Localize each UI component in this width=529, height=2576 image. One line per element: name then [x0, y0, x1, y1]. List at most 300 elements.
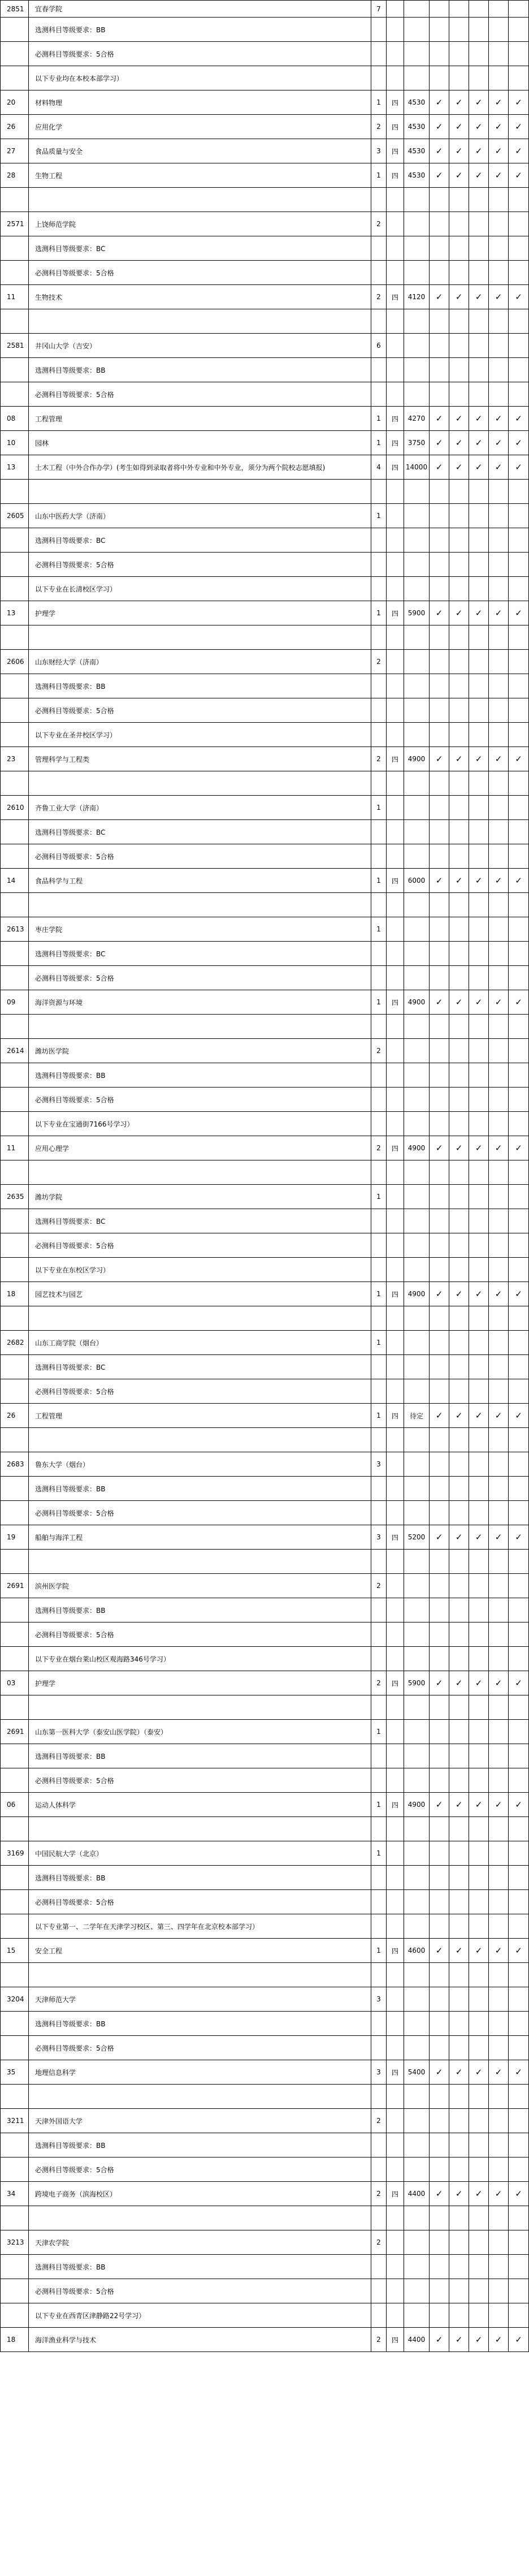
check-cell — [489, 1574, 509, 1598]
table-row — [1, 1963, 529, 1987]
check-cell — [489, 1720, 509, 1744]
check-cell — [430, 504, 449, 528]
duration-cell: 四 — [387, 455, 404, 480]
tuition-cell — [404, 1233, 430, 1258]
tuition-cell — [404, 1598, 430, 1623]
check-cell — [449, 1428, 469, 1452]
duration-cell: 四 — [387, 1671, 404, 1695]
name-cell: 选测科目等级要求：BB — [29, 18, 371, 42]
table-row — [1, 601, 529, 625]
check-cell — [509, 2085, 529, 2109]
code-cell: 11 — [1, 1136, 29, 1160]
name-cell: 必测科目等级要求：5合格 — [29, 844, 371, 869]
check-cell: ✓ — [449, 2328, 469, 2352]
tuition-cell — [404, 1160, 430, 1185]
code-cell — [1, 382, 29, 407]
check-cell — [430, 1258, 449, 1282]
check-cell — [469, 1063, 489, 1088]
check-cell: ✓ — [509, 1939, 529, 1963]
check-cell — [469, 42, 489, 66]
check-cell — [430, 1088, 449, 1112]
duration-cell — [387, 2109, 404, 2133]
tuition-cell — [404, 2206, 430, 2230]
check-cell — [469, 2279, 489, 2303]
check-cell — [509, 820, 529, 844]
duration-cell — [387, 1841, 404, 1866]
code-cell — [1, 66, 29, 90]
check-cell — [430, 553, 449, 577]
count-cell — [371, 1209, 387, 1233]
count-cell — [371, 723, 387, 747]
check-cell — [469, 1, 489, 18]
code-cell: 2613 — [1, 917, 29, 942]
check-cell — [469, 236, 489, 261]
check-cell — [449, 212, 469, 236]
check-cell — [489, 212, 509, 236]
count-cell — [371, 1817, 387, 1841]
check-cell — [509, 674, 529, 698]
check-cell — [469, 2255, 489, 2279]
tuition-cell: 4600 — [404, 1939, 430, 1963]
name-cell: 必测科目等级要求：5合格 — [29, 1233, 371, 1258]
table-row — [1, 869, 529, 893]
code-cell: 11 — [1, 285, 29, 309]
check-cell — [449, 1914, 469, 1939]
tuition-cell — [404, 2158, 430, 2182]
check-cell: ✓ — [469, 1404, 489, 1428]
name-cell: 选测科目等级要求：BB — [29, 1866, 371, 1890]
check-cell — [430, 1841, 449, 1866]
check-cell — [469, 942, 489, 966]
tuition-cell: 3750 — [404, 431, 430, 455]
table-row — [1, 1914, 529, 1939]
count-cell — [371, 261, 387, 285]
name-cell: 必测科目等级要求：5合格 — [29, 966, 371, 990]
check-cell — [469, 382, 489, 407]
duration-cell — [387, 1039, 404, 1063]
count-cell: 1 — [371, 1404, 387, 1428]
check-cell — [509, 188, 529, 212]
check-cell — [509, 1306, 529, 1331]
name-cell — [29, 1695, 371, 1720]
check-cell: ✓ — [489, 407, 509, 431]
count-cell — [371, 1623, 387, 1647]
tuition-cell — [404, 1963, 430, 1987]
count-cell: 1 — [371, 90, 387, 115]
table-row — [1, 1671, 529, 1695]
check-cell — [489, 1428, 509, 1452]
check-cell — [469, 2133, 489, 2158]
check-cell: ✓ — [430, 990, 449, 1015]
duration-cell — [387, 1890, 404, 1914]
check-cell — [430, 42, 449, 66]
check-cell — [469, 1185, 489, 1209]
count-cell: 1 — [371, 1720, 387, 1744]
name-cell: 应用心理学 — [29, 1136, 371, 1160]
count-cell — [371, 2036, 387, 2060]
check-cell — [469, 1112, 489, 1136]
check-cell — [430, 1477, 449, 1501]
count-cell — [371, 1258, 387, 1282]
duration-cell — [387, 2279, 404, 2303]
duration-cell — [387, 2303, 404, 2328]
check-cell — [509, 1574, 529, 1598]
table-row — [1, 1136, 529, 1160]
table-row — [1, 2206, 529, 2230]
count-cell — [371, 66, 387, 90]
count-cell — [371, 577, 387, 601]
count-cell — [371, 1112, 387, 1136]
table-row — [1, 407, 529, 431]
check-cell — [430, 528, 449, 553]
table-row — [1, 1525, 529, 1550]
name-cell: 必测科目等级要求：5合格 — [29, 1501, 371, 1525]
check-cell — [489, 1452, 509, 1477]
check-cell — [449, 1160, 469, 1185]
check-cell: ✓ — [509, 1525, 529, 1550]
check-cell — [469, 1768, 489, 1793]
check-cell: ✓ — [509, 1793, 529, 1817]
check-cell — [430, 1039, 449, 1063]
check-cell — [509, 1233, 529, 1258]
table-row — [1, 1623, 529, 1647]
tuition-cell: 4120 — [404, 285, 430, 309]
duration-cell — [387, 1355, 404, 1379]
check-cell: ✓ — [469, 455, 489, 480]
check-cell — [509, 236, 529, 261]
check-cell: ✓ — [469, 2060, 489, 2085]
check-cell — [489, 625, 509, 650]
name-cell: 园艺技术与园艺 — [29, 1282, 371, 1306]
check-cell: ✓ — [509, 1404, 529, 1428]
check-cell: ✓ — [509, 139, 529, 163]
check-cell — [430, 2085, 449, 2109]
duration-cell — [387, 1866, 404, 1890]
check-cell — [509, 1598, 529, 1623]
check-cell — [489, 650, 509, 674]
table-row — [1, 334, 529, 358]
tuition-cell — [404, 1695, 430, 1720]
check-cell — [449, 2303, 469, 2328]
count-cell — [371, 1088, 387, 1112]
check-cell — [449, 820, 469, 844]
duration-cell — [387, 309, 404, 334]
check-cell — [509, 528, 529, 553]
check-cell — [509, 261, 529, 285]
duration-cell — [387, 1088, 404, 1112]
name-cell: 必测科目等级要求：5合格 — [29, 2158, 371, 2182]
table-row — [1, 1379, 529, 1404]
name-cell: 必测科目等级要求：5合格 — [29, 1379, 371, 1404]
check-cell: ✓ — [449, 1671, 469, 1695]
check-cell — [489, 236, 509, 261]
name-cell: 必测科目等级要求：5合格 — [29, 553, 371, 577]
tuition-cell — [404, 261, 430, 285]
name-cell: 选测科目等级要求：BB — [29, 1598, 371, 1623]
count-cell — [371, 1550, 387, 1574]
check-cell — [469, 1720, 489, 1744]
check-cell — [449, 917, 469, 942]
check-cell — [430, 1598, 449, 1623]
check-cell — [469, 1647, 489, 1671]
table-row — [1, 1720, 529, 1744]
check-cell — [449, 2133, 469, 2158]
duration-cell: 四 — [387, 285, 404, 309]
code-cell — [1, 723, 29, 747]
count-cell: 1 — [371, 796, 387, 820]
count-cell — [371, 625, 387, 650]
table-row — [1, 1088, 529, 1112]
duration-cell: 四 — [387, 1404, 404, 1428]
name-cell — [29, 893, 371, 917]
tuition-cell — [404, 1477, 430, 1501]
check-cell — [430, 2303, 449, 2328]
check-cell — [469, 1306, 489, 1331]
check-cell — [489, 1355, 509, 1379]
duration-cell — [387, 1817, 404, 1841]
check-cell — [430, 942, 449, 966]
count-cell: 2 — [371, 747, 387, 771]
tuition-cell: 14000 — [404, 455, 430, 480]
code-cell — [1, 1258, 29, 1282]
check-cell — [489, 1695, 509, 1720]
check-cell: ✓ — [430, 1136, 449, 1160]
check-cell — [509, 1160, 529, 1185]
check-cell — [509, 18, 529, 42]
check-cell — [430, 2158, 449, 2182]
duration-cell — [387, 1501, 404, 1525]
tuition-cell: 4400 — [404, 2328, 430, 2352]
check-cell: ✓ — [509, 990, 529, 1015]
code-cell — [1, 966, 29, 990]
check-cell: ✓ — [469, 869, 489, 893]
count-cell: 3 — [371, 1987, 387, 2012]
check-cell — [449, 1720, 469, 1744]
table-row — [1, 1282, 529, 1306]
table-row — [1, 553, 529, 577]
code-cell — [1, 1890, 29, 1914]
check-cell — [489, 577, 509, 601]
count-cell: 4 — [371, 455, 387, 480]
check-cell — [489, 1987, 509, 2012]
table-row — [1, 966, 529, 990]
code-cell — [1, 1744, 29, 1768]
check-cell — [489, 1063, 509, 1088]
count-cell — [371, 1768, 387, 1793]
check-cell — [430, 1, 449, 18]
duration-cell — [387, 577, 404, 601]
check-cell — [509, 1914, 529, 1939]
code-cell — [1, 1209, 29, 1233]
check-cell — [430, 917, 449, 942]
table-row — [1, 1452, 529, 1477]
check-cell — [469, 1866, 489, 1890]
check-cell — [469, 334, 489, 358]
check-cell — [430, 309, 449, 334]
tuition-cell: 4530 — [404, 163, 430, 188]
duration-cell — [387, 358, 404, 382]
check-cell — [430, 674, 449, 698]
table-row — [1, 504, 529, 528]
count-cell — [371, 1744, 387, 1768]
table-row — [1, 2085, 529, 2109]
duration-cell — [387, 1379, 404, 1404]
check-cell — [430, 1768, 449, 1793]
check-cell — [509, 382, 529, 407]
tuition-cell — [404, 1428, 430, 1452]
count-cell — [371, 1355, 387, 1379]
check-cell — [489, 1331, 509, 1355]
check-cell: ✓ — [489, 1404, 509, 1428]
check-cell: ✓ — [449, 285, 469, 309]
table-row — [1, 820, 529, 844]
tuition-cell: 5200 — [404, 1525, 430, 1550]
tuition-cell — [404, 1, 430, 18]
count-cell — [371, 771, 387, 796]
check-cell — [489, 1, 509, 18]
tuition-cell — [404, 504, 430, 528]
check-cell — [449, 42, 469, 66]
name-cell: 以下专业在圣井校区学习） — [29, 723, 371, 747]
check-cell: ✓ — [449, 1939, 469, 1963]
tuition-cell: 4900 — [404, 747, 430, 771]
duration-cell: 四 — [387, 431, 404, 455]
tuition-cell: 4400 — [404, 2182, 430, 2206]
table-row — [1, 1550, 529, 1574]
code-cell: 13 — [1, 601, 29, 625]
code-cell — [1, 553, 29, 577]
check-cell: ✓ — [509, 407, 529, 431]
code-cell: 28 — [1, 163, 29, 188]
name-cell: 必测科目等级要求：5合格 — [29, 1623, 371, 1647]
name-cell: 齐鲁工业大学（济南） — [29, 796, 371, 820]
table-row — [1, 1258, 529, 1282]
check-cell — [509, 2230, 529, 2255]
check-cell — [509, 1379, 529, 1404]
code-cell — [1, 1647, 29, 1671]
check-cell — [449, 528, 469, 553]
check-cell — [430, 2012, 449, 2036]
name-cell: 以下专业在西青区津静路22号学习） — [29, 2303, 371, 2328]
check-cell: ✓ — [469, 1282, 489, 1306]
check-cell — [489, 2036, 509, 2060]
check-cell: ✓ — [449, 455, 469, 480]
code-cell — [1, 625, 29, 650]
name-cell: 山东财经大学（济南） — [29, 650, 371, 674]
name-cell: 选测科目等级要求：BB — [29, 1063, 371, 1088]
check-cell: ✓ — [449, 990, 469, 1015]
check-cell: ✓ — [449, 163, 469, 188]
check-cell — [430, 1817, 449, 1841]
check-cell: ✓ — [449, 1525, 469, 1550]
code-cell: 26 — [1, 1404, 29, 1428]
tuition-cell — [404, 1720, 430, 1744]
check-cell — [469, 2085, 489, 2109]
check-cell — [489, 2206, 509, 2230]
check-cell — [469, 1501, 489, 1525]
check-cell — [449, 2158, 469, 2182]
check-cell — [489, 1866, 509, 1890]
tuition-cell — [404, 480, 430, 504]
check-cell: ✓ — [489, 1793, 509, 1817]
check-cell — [430, 1160, 449, 1185]
code-cell: 35 — [1, 2060, 29, 2085]
check-cell: ✓ — [430, 431, 449, 455]
tuition-cell — [404, 577, 430, 601]
code-cell — [1, 1477, 29, 1501]
table-row — [1, 1, 529, 18]
name-cell — [29, 1428, 371, 1452]
table-row — [1, 2158, 529, 2182]
table-row — [1, 1185, 529, 1209]
count-cell — [371, 2085, 387, 2109]
count-cell: 1 — [371, 990, 387, 1015]
code-cell: 2691 — [1, 1574, 29, 1598]
name-cell: 安全工程 — [29, 1939, 371, 1963]
check-cell — [449, 650, 469, 674]
check-cell: ✓ — [489, 2328, 509, 2352]
tuition-cell — [404, 1866, 430, 1890]
check-cell — [469, 1379, 489, 1404]
count-cell — [371, 1477, 387, 1501]
tuition-cell — [404, 2133, 430, 2158]
code-cell: 2635 — [1, 1185, 29, 1209]
check-cell: ✓ — [509, 163, 529, 188]
check-cell — [489, 2303, 509, 2328]
code-cell: 2614 — [1, 1039, 29, 1063]
code-cell: 27 — [1, 139, 29, 163]
check-cell — [489, 504, 509, 528]
check-cell — [489, 1914, 509, 1939]
check-cell: ✓ — [430, 115, 449, 139]
check-cell — [430, 2255, 449, 2279]
count-cell — [371, 966, 387, 990]
name-cell: 选测科目等级要求：BB — [29, 2133, 371, 2158]
check-cell — [469, 917, 489, 942]
name-cell: 园林 — [29, 431, 371, 455]
check-cell — [509, 1550, 529, 1574]
check-cell — [489, 188, 509, 212]
count-cell — [371, 1914, 387, 1939]
check-cell — [469, 18, 489, 42]
count-cell: 7 — [371, 1, 387, 18]
check-cell — [509, 1695, 529, 1720]
check-cell — [469, 309, 489, 334]
check-cell — [469, 1963, 489, 1987]
table-row — [1, 1768, 529, 1793]
table-row — [1, 2328, 529, 2352]
check-cell — [430, 1550, 449, 1574]
code-cell — [1, 528, 29, 553]
check-cell — [509, 1039, 529, 1063]
check-cell — [430, 1963, 449, 1987]
table-row — [1, 698, 529, 723]
name-cell — [29, 1963, 371, 1987]
count-cell — [371, 820, 387, 844]
tuition-cell — [404, 2303, 430, 2328]
check-cell — [509, 2206, 529, 2230]
check-cell — [469, 66, 489, 90]
check-cell — [509, 723, 529, 747]
check-cell: ✓ — [489, 90, 509, 115]
check-cell: ✓ — [430, 869, 449, 893]
check-cell — [430, 66, 449, 90]
check-cell — [489, 1233, 509, 1258]
name-cell: 生物工程 — [29, 163, 371, 188]
code-cell: 2682 — [1, 1331, 29, 1355]
check-cell — [430, 1744, 449, 1768]
check-cell — [449, 2230, 469, 2255]
